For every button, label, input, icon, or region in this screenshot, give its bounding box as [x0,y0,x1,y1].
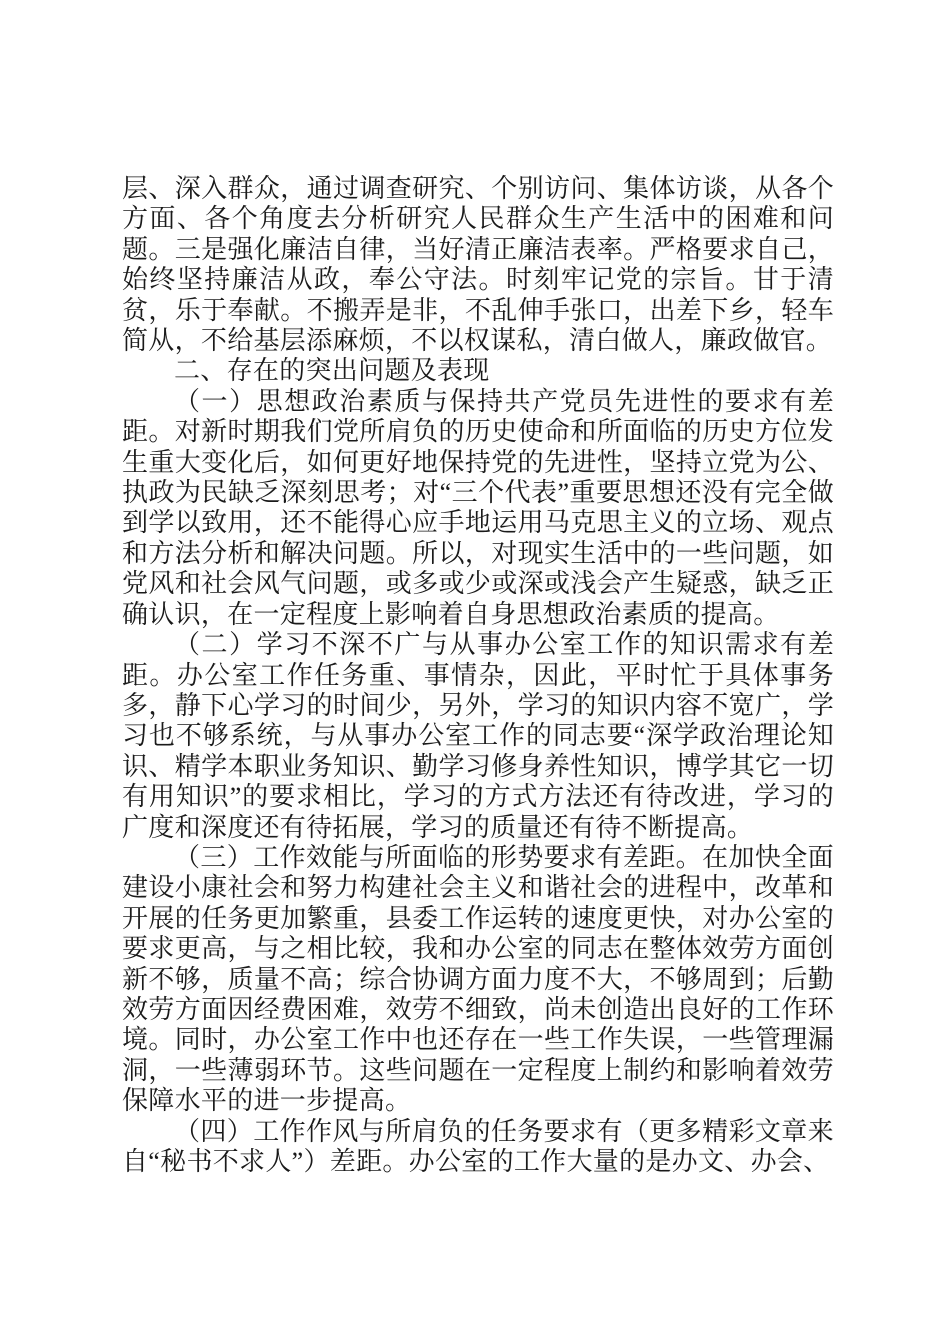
paragraph-item-2: （二）学习不深不广与从事办公室工作的知识需求有差距。办公室工作任务重、事情杂，因此，平时忙于具体事务多，静下心学习的时间少，另外，学习的知识内容不宽广，学习也不够系统，与从事办公室工作的同志要“深学政治理论知识、精学本职业务知识、勤学习修身养性知识，博学其它一切有用知识”的要求相比，学习的方式方法还有待改进，学习的广度和深度还有待拓展，学习的质量还有待不断提高。 [122,630,834,842]
paragraph-continued: 层、深入群众，通过调查研究、个别访问、集体访谈，从各个方面、各个角度去分析研究人民群众生产生活中的困难和问题。三是强化廉洁自律，当好清正廉洁表率。严格要求自己，始终坚持廉洁从政，奉公守法。时刻牢记党的宗旨。甘于清贫，乐于奉献。不搬弄是非，不乱伸手张口，出差下乡，轻车简从，不给基层添麻烦，不以权谋私，清白做人，廉政做官。 [122,174,834,356]
document-body [122,174,834,1177]
section-heading-2: 二、存在的突出问题及表现 [174,356,490,386]
paragraph-item-1: （一）思想政治素质与保持共产党员先进性的要求有差距。对新时期我们党所肩负的历史使命和所面临的历史方位发生重大变化后，如何更好地保持党的先进性，坚持立党为公、执政为民缺乏深刻思考；对“三个代表”重要思想还没有完全做到学以致用，还不能得心应手地运用马克思主义的立场、观点和方法分析和解决问题。所以，对现实生活中的一些问题，如党风和社会风气问题，或多或少或深或浅会产生疑惑，缺乏正确认识，在一定程度上影响着自身思想政治素质的提高。 [122,386,834,629]
paragraph-item-4: （四）工作作风与所肩负的任务要求有（更多精彩文章来自“秘书不求人”）差距。办公室的工作大量的是办文、办会、 [122,1116,834,1176]
paragraph-item-3: （三）工作效能与所面临的形势要求有差距。在加快全面建设小康社会和努力构建社会主义和谐社会的进程中，改革和开展的任务更加繁重，县委工作运转的速度更快，对办公室的要求更高，与之相比较，我和办公室的同志在整体效劳方面创新不够，质量不高；综合协调方面力度不大，不够周到；后勤效劳方面因经费困难，效劳不细致，尚未创造出良好的工作环境。同时，办公室工作中也还存在一些工作失误，一些管理漏洞，一些薄弱环节。这些问题在一定程度上制约和影响着效劳保障水平的进一步提高。 [122,842,834,1116]
